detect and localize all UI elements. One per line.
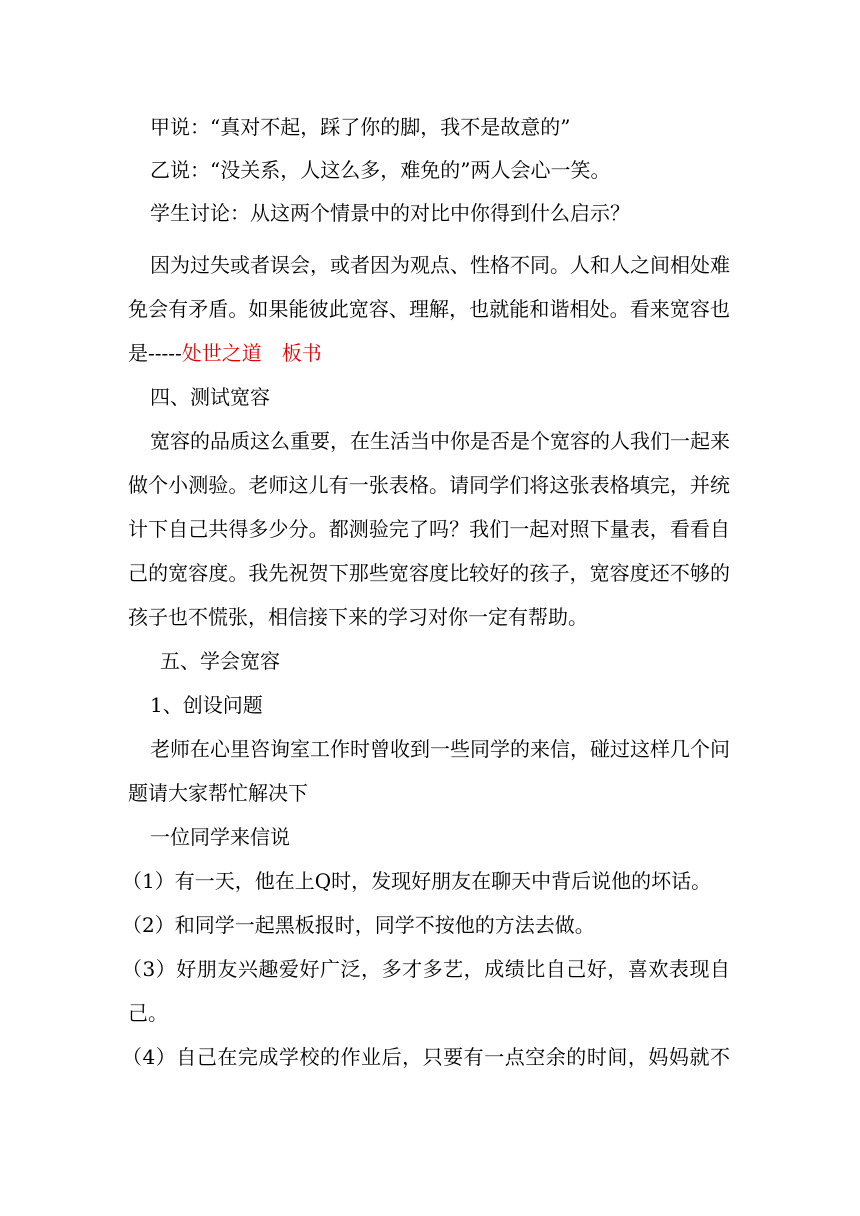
section-heading-4: 四、测试宽容 (150, 385, 270, 409)
section-heading-5: 五、学会宽容 (160, 649, 280, 673)
list-item-3: （3）好朋友兴趣爱好广泛，多才多艺，成绩比自己好，喜欢表现自 (122, 957, 730, 981)
text-line-8: 宽容的品质这么重要，在生活当中你是否是个宽容的人我们一起来 (150, 429, 730, 453)
text-line-15: 老师在心里咨询室工作时曾收到一些同学的来信，碰过这样几个问 (150, 737, 730, 761)
text-line-11: 己的宽容度。我先祝贺下那些宽容度比较好的孩子，宽容度还不够的 (128, 561, 730, 585)
text-line-4: 因为过失或者误会，或者因为观点、性格不同。人和人之间相处难 (150, 253, 730, 277)
list-item-2: （2）和同学一起黑板报时，同学不按他的方法去做。 (122, 913, 595, 937)
list-item-4: （4）自己在完成学校的作业后，只要有一点空余的时间，妈妈就不 (122, 1045, 730, 1069)
text-line-2: 乙说：“没关系，人这么多，难免的”两人会心一笑。 (150, 158, 611, 182)
text-line-1: 甲说：“真对不起，踩了你的脚，我不是故意的” (150, 115, 571, 139)
text-line-5: 免会有矛盾。如果能彼此宽容、理解，也就能和谐相处。看来宽容也 (128, 297, 730, 321)
text-line-9: 做个小测验。老师这儿有一张表格。请同学们将这张表格填完，并统 (128, 473, 730, 497)
list-item-1: （1）有一天，他在上Q时，发现好朋友在聊天中背后说他的坏话。 (122, 869, 712, 893)
text-line-6 (128, 340, 738, 366)
highlight-text: 处世之道 板书 (181, 341, 322, 365)
list-item-3-cont: 己。 (128, 1001, 168, 1025)
text-line-3: 学生讨论：从这两个情景中的对比中你得到什么启示？ (150, 201, 630, 225)
text-line-16: 题请大家帮忙解决下 (128, 781, 308, 805)
text-line-17: 一位同学来信说 (150, 825, 290, 849)
text-line-12: 孩子也不慌张，相信接下来的学习对你一定有帮助。 (128, 605, 588, 629)
text-line-6-prefix: 是----- (128, 341, 182, 365)
text-line-10: 计下自己共得多少分。都测验完了吗？我们一起对照下量表，看看自 (128, 517, 730, 541)
subheading-1: 1、创设问题 (150, 693, 263, 717)
